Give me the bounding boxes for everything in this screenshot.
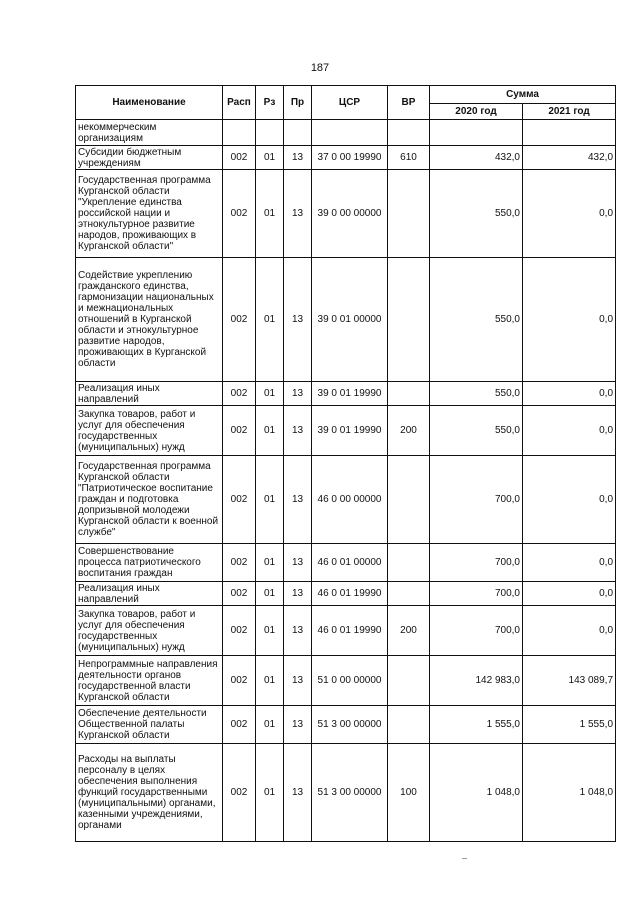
table-row <box>76 582 616 606</box>
row-name: Обеспечение деятельности Общественной палаты Курганской области <box>76 706 223 744</box>
row-vr: 610 <box>388 146 430 170</box>
row-vr <box>388 120 430 146</box>
row-vr <box>388 258 430 382</box>
header-name: Наименование <box>76 86 223 120</box>
header-vr: ВР <box>388 86 430 120</box>
row-2020: 1 555,0 <box>430 706 523 744</box>
row-2021: 1 048,0 <box>523 744 616 842</box>
row-2021: 0,0 <box>523 382 616 406</box>
header-rz: Рз <box>256 86 284 120</box>
row-rz: 01 <box>256 706 284 744</box>
row-vr: 100 <box>388 744 430 842</box>
row-rz: 01 <box>256 606 284 656</box>
row-rasp: 002 <box>223 582 256 606</box>
row-name: некоммерческим организациям <box>76 120 223 146</box>
row-2021: 432,0 <box>523 146 616 170</box>
row-rasp: 002 <box>223 606 256 656</box>
header-2021: 2021 год <box>523 104 616 120</box>
row-name: Закупка товаров, работ и услуг для обеспечения государственных (муниципальных) нужд <box>76 406 223 456</box>
row-rz: 01 <box>256 656 284 706</box>
table-row <box>76 744 616 842</box>
scan-mark <box>462 858 467 859</box>
row-2020: 700,0 <box>430 606 523 656</box>
table-row <box>76 406 616 456</box>
row-rz: 01 <box>256 744 284 842</box>
row-vr <box>388 656 430 706</box>
row-2021: 0,0 <box>523 258 616 382</box>
row-2020: 550,0 <box>430 382 523 406</box>
table-row <box>76 706 616 744</box>
row-pr: 13 <box>284 382 312 406</box>
row-rz <box>256 120 284 146</box>
table-row <box>76 146 616 170</box>
row-csr: 39 0 01 19990 <box>312 382 388 406</box>
row-vr <box>388 706 430 744</box>
row-vr: 200 <box>388 606 430 656</box>
row-rasp: 002 <box>223 744 256 842</box>
row-name: Непрограммные направления деятельности органов государственной власти Курганской области <box>76 656 223 706</box>
row-vr <box>388 544 430 582</box>
row-pr: 13 <box>284 544 312 582</box>
row-vr <box>388 382 430 406</box>
row-csr: 39 0 01 19990 <box>312 406 388 456</box>
row-csr <box>312 120 388 146</box>
row-name: Государственная программа Курганской области "Укрепление единства российской нации и этнокультурное развитие народов, проживающих в Курганской области" <box>76 170 223 258</box>
row-csr: 46 0 01 19990 <box>312 582 388 606</box>
row-rasp <box>223 120 256 146</box>
table-row <box>76 170 616 258</box>
row-pr: 13 <box>284 170 312 258</box>
header-pr: Пр <box>284 86 312 120</box>
row-2020: 142 983,0 <box>430 656 523 706</box>
header-sum: Сумма <box>430 86 616 104</box>
row-rz: 01 <box>256 258 284 382</box>
row-2020: 550,0 <box>430 406 523 456</box>
row-rasp: 002 <box>223 544 256 582</box>
table-row <box>76 656 616 706</box>
row-rasp: 002 <box>223 456 256 544</box>
row-name: Реализация иных направлений <box>76 382 223 406</box>
row-name: Реализация иных направлений <box>76 582 223 606</box>
row-vr <box>388 456 430 544</box>
row-vr <box>388 582 430 606</box>
row-rz: 01 <box>256 382 284 406</box>
row-pr: 13 <box>284 744 312 842</box>
row-2020: 1 048,0 <box>430 744 523 842</box>
row-name: Закупка товаров, работ и услуг для обеспечения государственных (муниципальных) нужд <box>76 606 223 656</box>
row-2020: 432,0 <box>430 146 523 170</box>
row-2021 <box>523 120 616 146</box>
table-row <box>76 544 616 582</box>
row-pr: 13 <box>284 706 312 744</box>
row-vr <box>388 170 430 258</box>
table-row <box>76 258 616 382</box>
row-2020: 700,0 <box>430 582 523 606</box>
row-2020: 700,0 <box>430 544 523 582</box>
header-2020: 2020 год <box>430 104 523 120</box>
row-rasp: 002 <box>223 258 256 382</box>
row-name: Государственная программа Курганской области "Патриотическое воспитание граждан и подготовка допризывной молодежи Курганской области к военной службе" <box>76 456 223 544</box>
row-csr: 39 0 00 00000 <box>312 170 388 258</box>
row-rz: 01 <box>256 170 284 258</box>
row-name: Совершенствование процесса патриотического воспитания граждан <box>76 544 223 582</box>
table-row <box>76 606 616 656</box>
row-2021: 1 555,0 <box>523 706 616 744</box>
row-2021: 0,0 <box>523 406 616 456</box>
row-2020 <box>430 120 523 146</box>
row-csr: 37 0 00 19990 <box>312 146 388 170</box>
row-rz: 01 <box>256 544 284 582</box>
table-body <box>76 120 616 842</box>
row-rz: 01 <box>256 582 284 606</box>
page-number: 187 <box>310 62 330 74</box>
row-name: Субсидии бюджетным учреждениям <box>76 146 223 170</box>
row-2021: 0,0 <box>523 456 616 544</box>
row-rasp: 002 <box>223 170 256 258</box>
row-2021: 143 089,7 <box>523 656 616 706</box>
row-2021: 0,0 <box>523 582 616 606</box>
row-pr: 13 <box>284 582 312 606</box>
row-rz: 01 <box>256 456 284 544</box>
row-2020: 700,0 <box>430 456 523 544</box>
row-rasp: 002 <box>223 656 256 706</box>
table-row <box>76 456 616 544</box>
table-row <box>76 382 616 406</box>
row-pr: 13 <box>284 258 312 382</box>
row-rz: 01 <box>256 146 284 170</box>
row-name: Расходы на выплаты персоналу в целях обеспечения выполнения функций государственными (муниципальными) органами, казенными учреждениями, органами <box>76 744 223 842</box>
row-rasp: 002 <box>223 146 256 170</box>
row-pr: 13 <box>284 456 312 544</box>
budget-table <box>75 85 616 842</box>
row-csr: 51 0 00 00000 <box>312 656 388 706</box>
header-rasp: Расп <box>223 86 256 120</box>
row-csr: 51 3 00 00000 <box>312 744 388 842</box>
row-csr: 46 0 01 00000 <box>312 544 388 582</box>
row-pr: 13 <box>284 406 312 456</box>
row-rz: 01 <box>256 406 284 456</box>
row-csr: 46 0 00 00000 <box>312 456 388 544</box>
row-vr: 200 <box>388 406 430 456</box>
row-csr: 39 0 01 00000 <box>312 258 388 382</box>
row-2021: 0,0 <box>523 170 616 258</box>
row-rasp: 002 <box>223 382 256 406</box>
row-csr: 46 0 01 19990 <box>312 606 388 656</box>
row-csr: 51 3 00 00000 <box>312 706 388 744</box>
row-rasp: 002 <box>223 706 256 744</box>
row-rasp: 002 <box>223 406 256 456</box>
row-2020: 550,0 <box>430 170 523 258</box>
row-2021: 0,0 <box>523 606 616 656</box>
row-pr: 13 <box>284 656 312 706</box>
row-pr <box>284 120 312 146</box>
row-pr: 13 <box>284 146 312 170</box>
row-2021: 0,0 <box>523 544 616 582</box>
table-row <box>76 120 616 146</box>
header-csr: ЦСР <box>312 86 388 120</box>
row-pr: 13 <box>284 606 312 656</box>
row-2020: 550,0 <box>430 258 523 382</box>
row-name: Содействие укреплению гражданского единства, гармонизации национальных и межнациональных отношений в Курганской области и этнокультурное развитие народов, проживающих в Курганской области <box>76 258 223 382</box>
